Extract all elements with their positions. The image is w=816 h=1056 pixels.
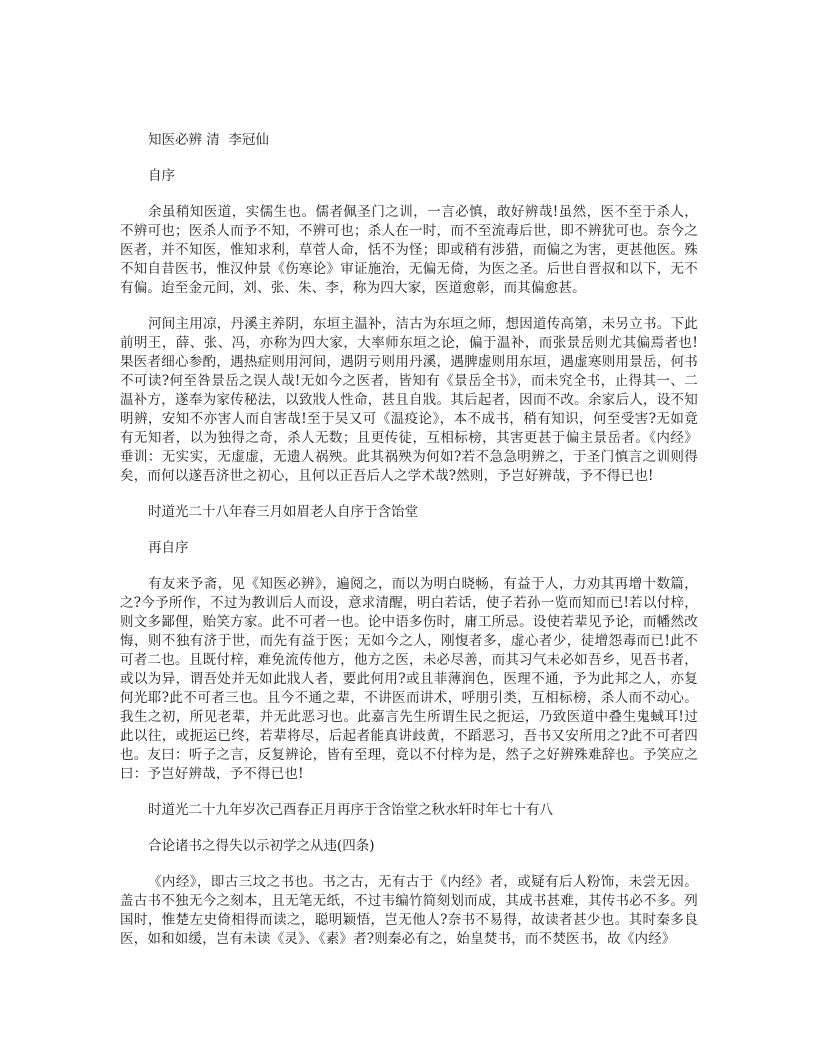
document-page	[120, 131, 698, 966]
section-heading-second-preface: 再自序	[148, 540, 189, 556]
paragraph: 《内经》，即古三坟之书也。书之古，无有古于《内经》者，或疑有后人粉饰，未尝无因。盖古书不独无今之刻本，且无笔无纸，不过韦编竹简刻划而成，其成书甚难，其传书必不多。列国时，惟楚左史倚相得而读之，聪明颖悟，岂无他人?奈书不易得，故读者甚少也。其时秦多良医，如和如缓，岂有未读《灵》、《素》者?则秦必有之，始皇焚书，而不焚医书，故《内经》	[120, 874, 698, 947]
paragraph: 有友来予斋，见《知医必辨》，遍阅之，而以为明白晓畅，有益于人，力劝其再增十数篇，之?今予所作，不过为教训后人而设，意求清醒，明白若话，使子若孙一览而知而已!若以付梓，则文多鄙俚，贻笑方家。此不可者一也。论中语多伤时，庸工所忌。设使若辈见予论，而幡然改悔，则不独有济于世，而先有益于医；无如今之人，刚愎者多，虚心者少，徒增怨毒而已!此不可者二也。且既付梓，难免流传他方，他方之医，未必尽善，而其习气未必如吾乡，见吾书者，或以为异，谓吾处并无如此戕人者，要此何用?或且菲薄润色，医理不通，予为此邦之人，亦复何光耶?此不可者三也。且今不通之辈，不讲医而讲术，呼朋引类，互相标榜，杀人而不动心。我生之初，所见老辈，并无此恶习也。此嘉言先生所谓生民之扼运，乃致医道中叠生鬼蜮耳!过此以往，或扼运已终，若辈将尽，后起者能真讲歧黄，不蹈恶习，吾书又安所用之?此不可者四也。友曰：听子之言，反复辨论，皆有至理，竟以不付梓为是，然子之好辨殊难辞也。予笑应之曰：予岂好辨哉，予不得已也!	[120, 576, 698, 782]
second-preface-signature: 时道光二十九年岁次己酉春正月再序于含饴堂之秋水轩时年七十有八	[148, 802, 553, 818]
section-heading-preface: 自序	[148, 168, 175, 184]
paragraph: 余虽稍知医道，实儒生也。儒者佩圣门之训，一言必慎，敢好辨哉!虽然，医不至于杀人，不辨可也；医杀人而予不知，不辨可也；杀人在一时，而不至流毒后世，即不辨犹可也。奈今之医者，并不知医，惟知求利，草菅人命，恬不为怪；即或稍有涉猎，而偏之为害，更甚他医。殊不知自昔医书，惟汉仲景《伤寒论》审证施治，无偏无倚，为医之圣。后世自晋叔和以下，无不有偏。迨至金元间，刘、张、朱、李，称为四大家，医道愈彰，而其偏愈甚。	[120, 204, 698, 296]
book-title-line: 知医必辨 清 李冠仙	[148, 132, 269, 148]
section-heading-discussion: 合论诸书之得失以示初学之从违(四条)	[148, 838, 375, 854]
preface-signature: 时道光二十八年春三月如眉老人自序于含饴堂	[148, 504, 418, 520]
paragraph: 河间主用凉，丹溪主养阴，东垣主温补，洁古为东垣之师，想因道传高第，未另立书。下此前明王，薛、张、冯，亦称为四大家，大率师东垣之论，偏于温补，而张景岳则尤其偏焉者也!果医者细心参酌，遇热症则用河间，遇阴亏则用丹溪，遇脾虚则用东垣，遇虚寒则用景岳，何书不可读?何至咎景岳之误人哉!无如今之医者，皆知有《景岳全书》，而未究全书，止得其一、二温补方，遂奉为家传秘法，以致戕人性命，甚且自戕。其后起者，因而不改。余家后人，设不知明辨，安知不亦害人而自害哉!至于吴又可《温疫论》，本不成书，稍有知识，何至受害?无如竟有无知者，以为独得之奇，杀人无数；且更传徒，互相标榜，其害更甚于偏主景岳者。《内经》垂训：无实实，无虚虚，无遗人祸殃。此其祸殃为何如?若不急急明辨之，于圣门慎言之训则得矣，而何以遂吾济世之初心，且何以正吾后人之学术哉?然则，予岂好辨哉，予不得已也!	[120, 316, 698, 484]
